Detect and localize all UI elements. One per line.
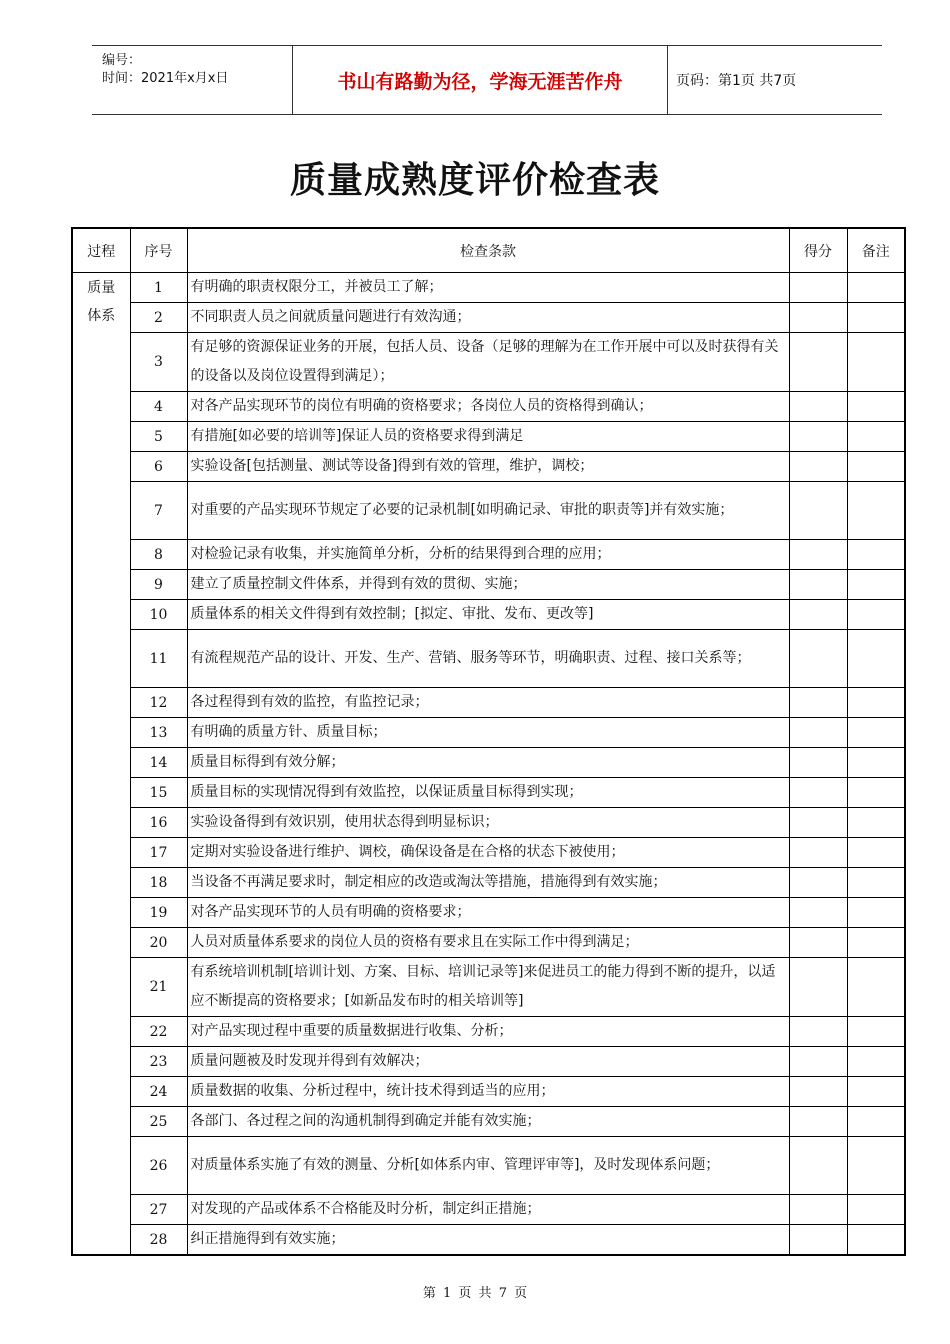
table-row [72, 1225, 905, 1256]
score-cell[interactable] [789, 273, 847, 303]
header-meta [102, 52, 292, 88]
table-row [72, 570, 905, 600]
table-row [72, 392, 905, 422]
column-header-number: 序号 [130, 228, 187, 273]
row-clause: 实验设备[包括测量、测试等设备]得到有效的管理，维护，调校； [187, 452, 789, 482]
column-header-remarks: 备注 [847, 228, 905, 273]
row-number: 10 [130, 600, 187, 630]
score-cell[interactable] [789, 422, 847, 452]
table-row [72, 748, 905, 778]
row-clause: 对发现的产品或体系不合格能及时分析，制定纠正措施； [187, 1195, 789, 1225]
remarks-cell[interactable] [847, 778, 905, 808]
row-number: 17 [130, 838, 187, 868]
table-row [72, 273, 905, 303]
remarks-cell[interactable] [847, 540, 905, 570]
score-cell[interactable] [789, 1047, 847, 1077]
table-row [72, 303, 905, 333]
row-clause: 对各产品实现环节的人员有明确的资格要求； [187, 898, 789, 928]
score-cell[interactable] [789, 333, 847, 392]
remarks-cell[interactable] [847, 1017, 905, 1047]
row-number: 6 [130, 452, 187, 482]
score-cell[interactable] [789, 1225, 847, 1256]
score-cell[interactable] [789, 600, 847, 630]
score-cell[interactable] [789, 392, 847, 422]
row-number: 2 [130, 303, 187, 333]
row-number: 15 [130, 778, 187, 808]
row-number: 12 [130, 688, 187, 718]
remarks-cell[interactable] [847, 333, 905, 392]
checklist-table [71, 227, 906, 1256]
table-header-row [72, 228, 905, 273]
remarks-cell[interactable] [847, 688, 905, 718]
row-clause: 质量目标得到有效分解； [187, 748, 789, 778]
remarks-cell[interactable] [847, 718, 905, 748]
row-clause: 各过程得到有效的监控，有监控记录； [187, 688, 789, 718]
table-row [72, 928, 905, 958]
table-row [72, 838, 905, 868]
table-row [72, 1107, 905, 1137]
remarks-cell[interactable] [847, 600, 905, 630]
page-footer: 第 1 页 共 7 页 [422, 1286, 528, 1301]
row-clause: 对各产品实现环节的岗位有明确的资格要求；各岗位人员的资格得到确认； [187, 392, 789, 422]
score-cell[interactable] [789, 1017, 847, 1047]
table-row [72, 422, 905, 452]
header-motto: 书山有路勤为径，学海无涯苦作舟 [292, 46, 668, 114]
row-clause: 纠正措施得到有效实施； [187, 1225, 789, 1256]
table-row [72, 333, 905, 392]
row-clause: 不同职责人员之间就质量问题进行有效沟通； [187, 303, 789, 333]
row-clause: 对检验记录有收集，并实施简单分析，分析的结果得到合理的应用； [187, 540, 789, 570]
remarks-cell[interactable] [847, 630, 905, 688]
header-page-label: 页码：第1页 共7页 [676, 73, 797, 89]
row-clause: 各部门、各过程之间的沟通机制得到确定并能有效实施； [187, 1107, 789, 1137]
row-number: 26 [130, 1137, 187, 1195]
page-title: 质量成熟度评价检查表 [289, 160, 660, 201]
row-number: 19 [130, 898, 187, 928]
table-row [72, 898, 905, 928]
row-clause: 有明确的职责权限分工，并被员工了解； [187, 273, 789, 303]
score-cell[interactable] [789, 748, 847, 778]
score-cell[interactable] [789, 1107, 847, 1137]
table-row [72, 1077, 905, 1107]
remarks-cell[interactable] [847, 838, 905, 868]
remarks-cell[interactable] [847, 482, 905, 540]
row-clause: 人员对质量体系要求的岗位人员的资格有要求且在实际工作中得到满足； [187, 928, 789, 958]
row-number: 18 [130, 868, 187, 898]
score-cell[interactable] [789, 452, 847, 482]
table-row [72, 452, 905, 482]
table-row [72, 1137, 905, 1195]
row-clause: 有流程规范产品的设计、开发、生产、营销、服务等环节，明确职责、过程、接口关系等； [187, 630, 789, 688]
table-row [72, 1017, 905, 1047]
remarks-cell[interactable] [847, 1047, 905, 1077]
row-number: 7 [130, 482, 187, 540]
score-cell[interactable] [789, 868, 847, 898]
table-body [72, 273, 905, 1256]
score-cell[interactable] [789, 1195, 847, 1225]
row-number: 4 [130, 392, 187, 422]
score-cell[interactable] [789, 958, 847, 1017]
row-clause: 有足够的资源保证业务的开展，包括人员、设备（足够的理解为在工作开展中可以及时获得有关的设备以及岗位设置得到满足）； [187, 333, 789, 392]
row-clause: 质量目标的实现情况得到有效监控，以保证质量目标得到实现； [187, 778, 789, 808]
table-row [72, 718, 905, 748]
column-header-score: 得分 [789, 228, 847, 273]
page-header [92, 45, 882, 115]
column-header-process: 过程 [72, 228, 130, 273]
table-row [72, 958, 905, 1017]
process-line: 体系 [87, 308, 116, 324]
row-number: 13 [130, 718, 187, 748]
row-clause: 质量体系的相关文件得到有效控制；[拟定、审批、发布、更改等] [187, 600, 789, 630]
remarks-cell[interactable] [847, 303, 905, 333]
remarks-cell[interactable] [847, 1225, 905, 1256]
row-number: 27 [130, 1195, 187, 1225]
score-cell[interactable] [789, 718, 847, 748]
score-cell[interactable] [789, 630, 847, 688]
row-clause: 对产品实现过程中重要的质量数据进行收集、分析； [187, 1017, 789, 1047]
score-cell[interactable] [789, 1077, 847, 1107]
process-cell [72, 273, 130, 1256]
row-clause: 当设备不再满足要求时，制定相应的改造或淘汰等措施，措施得到有效实施； [187, 868, 789, 898]
score-cell[interactable] [789, 482, 847, 540]
score-cell[interactable] [789, 1137, 847, 1195]
score-cell[interactable] [789, 898, 847, 928]
row-number: 25 [130, 1107, 187, 1137]
remarks-cell[interactable] [847, 868, 905, 898]
remarks-cell[interactable] [847, 392, 905, 422]
remarks-cell[interactable] [847, 422, 905, 452]
table-row [72, 808, 905, 838]
row-number: 1 [130, 273, 187, 303]
row-number: 14 [130, 748, 187, 778]
row-clause: 建立了质量控制文件体系，并得到有效的贯彻、实施； [187, 570, 789, 600]
row-clause: 有系统培训机制[培训计划、方案、目标、培训记录等]来促进员工的能力得到不断的提升，以适应不断提高的资格要求；[如新品发布时的相关培训等] [187, 958, 789, 1017]
process-line: 质量 [87, 280, 116, 296]
time-label: 时间：2021年x月x日 [102, 71, 229, 86]
row-clause: 对质量体系实施了有效的测量、分析[如体系内审、管理评审等]，及时发现体系问题； [187, 1137, 789, 1195]
table-row [72, 482, 905, 540]
row-clause: 对重要的产品实现环节规定了必要的记录机制[如明确记录、审批的职责等]并有效实施； [187, 482, 789, 540]
row-number: 23 [130, 1047, 187, 1077]
row-number: 3 [130, 333, 187, 392]
remarks-cell[interactable] [847, 808, 905, 838]
row-clause: 质量数据的收集、分析过程中，统计技术得到适当的应用； [187, 1077, 789, 1107]
row-number: 5 [130, 422, 187, 452]
remarks-cell[interactable] [847, 898, 905, 928]
score-cell[interactable] [789, 808, 847, 838]
table-row [72, 1195, 905, 1225]
row-number: 20 [130, 928, 187, 958]
remarks-cell[interactable] [847, 928, 905, 958]
row-clause: 质量问题被及时发现并得到有效解决； [187, 1047, 789, 1077]
column-header-clause: 检查条款 [187, 228, 789, 273]
row-number: 24 [130, 1077, 187, 1107]
table-row [72, 1047, 905, 1077]
remarks-cell[interactable] [847, 570, 905, 600]
row-clause: 实验设备得到有效识别，使用状态得到明显标识； [187, 808, 789, 838]
remarks-cell[interactable] [847, 273, 905, 303]
row-number: 28 [130, 1225, 187, 1256]
row-number: 9 [130, 570, 187, 600]
score-cell[interactable] [789, 838, 847, 868]
row-number: 11 [130, 630, 187, 688]
remarks-cell[interactable] [847, 1195, 905, 1225]
table-row [72, 778, 905, 808]
remarks-cell[interactable] [847, 958, 905, 1017]
row-number: 22 [130, 1017, 187, 1047]
table-row [72, 600, 905, 630]
remarks-cell[interactable] [847, 1107, 905, 1137]
row-number: 21 [130, 958, 187, 1017]
remarks-cell[interactable] [847, 1137, 905, 1195]
table-row [72, 630, 905, 688]
remarks-cell[interactable] [847, 748, 905, 778]
remarks-cell[interactable] [847, 452, 905, 482]
score-cell[interactable] [789, 778, 847, 808]
row-number: 16 [130, 808, 187, 838]
table-row [72, 540, 905, 570]
table-row [72, 868, 905, 898]
number-label: 编号： [102, 53, 142, 68]
remarks-cell[interactable] [847, 1077, 905, 1107]
score-cell[interactable] [789, 688, 847, 718]
row-clause: 有明确的质量方针、质量目标； [187, 718, 789, 748]
row-number: 8 [130, 540, 187, 570]
score-cell[interactable] [789, 303, 847, 333]
score-cell[interactable] [789, 570, 847, 600]
score-cell[interactable] [789, 928, 847, 958]
table-row [72, 688, 905, 718]
row-clause: 有措施[如必要的培训等]保证人员的资格要求得到满足 [187, 422, 789, 452]
row-clause: 定期对实验设备进行维护、调校，确保设备是在合格的状态下被使用； [187, 838, 789, 868]
score-cell[interactable] [789, 540, 847, 570]
